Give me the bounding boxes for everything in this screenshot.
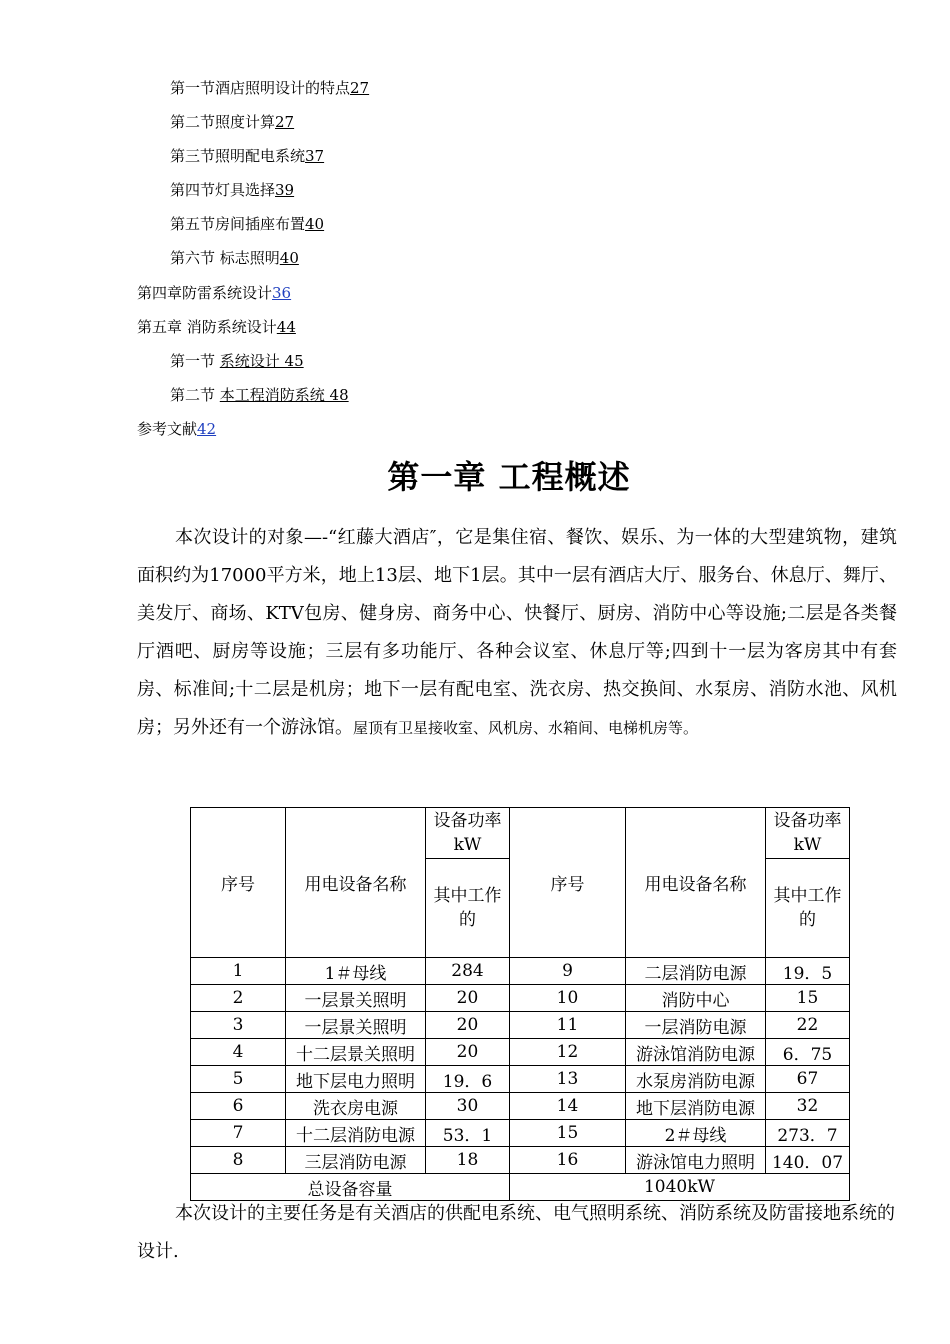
toc-entry[interactable]: 第五章 消防系统设计44	[137, 318, 296, 336]
toc-entry[interactable]: 第四节灯具选择39	[170, 181, 295, 199]
cell-index: 14	[510, 1093, 626, 1120]
table-row	[191, 1039, 850, 1066]
table-row	[191, 1093, 850, 1120]
cell-power: 20	[426, 1012, 510, 1039]
cell-name: 1＃母线	[286, 958, 426, 985]
cell-name: 二层消防电源	[626, 958, 766, 985]
cell-name: 洗衣房电源	[286, 1093, 426, 1120]
cell-power: 53．1	[426, 1120, 510, 1147]
cell-name: 一层景关照明	[286, 1012, 426, 1039]
total-label: 总设备容量	[191, 1174, 510, 1201]
table-row	[191, 1120, 850, 1147]
cell-index: 6	[191, 1093, 286, 1120]
cell-name: 水泵房消防电源	[626, 1066, 766, 1093]
cell-power: 20	[426, 1039, 510, 1066]
cell-index: 16	[510, 1147, 626, 1174]
cell-index: 5	[191, 1066, 286, 1093]
header-index: 序号	[191, 808, 286, 958]
cell-name: 一层景关照明	[286, 985, 426, 1012]
toc-entry[interactable]: 第五节房间插座布置40	[170, 215, 325, 233]
cell-name: 十二层消防电源	[286, 1120, 426, 1147]
task-paragraph: 本次设计的主要任务是有关酒店的供配电系统、电气照明系统、消防系统及防雷接地系统的设计.	[137, 1203, 895, 1262]
cell-power: 6．75	[766, 1039, 850, 1066]
cell-power: 140．07	[766, 1147, 850, 1174]
table-row	[191, 985, 850, 1012]
cell-name: 游泳馆消防电源	[626, 1039, 766, 1066]
cell-name: 2＃母线	[626, 1120, 766, 1147]
cell-power: 20	[426, 985, 510, 1012]
cell-index: 9	[510, 958, 626, 985]
cell-index: 2	[191, 985, 286, 1012]
toc-entry[interactable]: 第三节照明配电系统37	[170, 147, 325, 165]
cell-index: 4	[191, 1039, 286, 1066]
header-index: 序号	[510, 808, 626, 958]
cell-index: 8	[191, 1147, 286, 1174]
cell-power: 18	[426, 1147, 510, 1174]
intro-tail-text: 屋顶有卫星接收室、风机房、水箱间、电梯机房等。	[353, 719, 699, 737]
table-row	[191, 958, 850, 985]
table-header-row	[191, 808, 850, 859]
cell-index: 15	[510, 1120, 626, 1147]
cell-name: 游泳馆电力照明	[626, 1147, 766, 1174]
chapter-title: 第一章 工程概述	[387, 458, 631, 496]
toc-entry[interactable]: 第二节照度计算27	[170, 113, 295, 131]
header-name: 用电设备名称	[626, 808, 766, 958]
cell-name: 一层消防电源	[626, 1012, 766, 1039]
cell-name: 地下层消防电源	[626, 1093, 766, 1120]
cell-power: 284	[426, 958, 510, 985]
header-power: 设备功率kW	[766, 808, 850, 859]
cell-power: 19．5	[766, 958, 850, 985]
cell-power: 22	[766, 1012, 850, 1039]
cell-index: 3	[191, 1012, 286, 1039]
cell-index: 10	[510, 985, 626, 1012]
header-power-working: 其中工作的	[426, 859, 510, 958]
cell-power: 30	[426, 1093, 510, 1120]
header-power-working: 其中工作的	[766, 859, 850, 958]
intro-main-text: 本次设计的对象—-“红藤大酒店″，它是集住宿、餐饮、娱乐、为一体的大型建筑物，建筑面积约为17000平方米，地上13层、地下1层。其中一层有酒店大厅、服务台、休息厅、舞厅、美发厅、商场、KTV包房、健身房、商务中心、快餐厅、厨房、消防中心等设施;二层是各类餐厅酒吧、厨房等设施；三层有多功能厅、各种会议室、休息厅等;四到十一层为客房其中有套房、标准间;十二层是机房；地下一层有配电室、洗衣房、热交换间、水泵房、消防水池、风机房；另外还有一个游泳馆。	[137, 527, 897, 738]
cell-index: 13	[510, 1066, 626, 1093]
cell-index: 11	[510, 1012, 626, 1039]
cell-index: 7	[191, 1120, 286, 1147]
toc-entry[interactable]: 参考文献42	[137, 420, 217, 438]
cell-index: 12	[510, 1039, 626, 1066]
header-name: 用电设备名称	[286, 808, 426, 958]
cell-power: 273．7	[766, 1120, 850, 1147]
toc-entry[interactable]: 第一节酒店照明设计的特点27	[170, 79, 370, 97]
cell-name: 三层消防电源	[286, 1147, 426, 1174]
intro-paragraph	[137, 519, 897, 747]
equipment-power-table	[190, 807, 850, 1201]
cell-power: 32	[766, 1093, 850, 1120]
toc-entry[interactable]: 第一节 系统设计 45	[170, 352, 304, 370]
toc-entry[interactable]: 第四章防雷系统设计36	[137, 284, 292, 302]
cell-name: 十二层景关照明	[286, 1039, 426, 1066]
toc-entry[interactable]: 第二节 本工程消防系统 48	[170, 386, 349, 404]
toc-entry[interactable]: 第六节 标志照明40	[170, 249, 299, 267]
cell-name: 地下层电力照明	[286, 1066, 426, 1093]
header-power: 设备功率kW	[426, 808, 510, 859]
total-value: 1040kW	[510, 1174, 850, 1201]
cell-power: 19．6	[426, 1066, 510, 1093]
table-row	[191, 1012, 850, 1039]
cell-index: 1	[191, 958, 286, 985]
cell-name: 消防中心	[626, 985, 766, 1012]
cell-power: 15	[766, 985, 850, 1012]
cell-power: 67	[766, 1066, 850, 1093]
table-row	[191, 1066, 850, 1093]
table-row	[191, 1147, 850, 1174]
